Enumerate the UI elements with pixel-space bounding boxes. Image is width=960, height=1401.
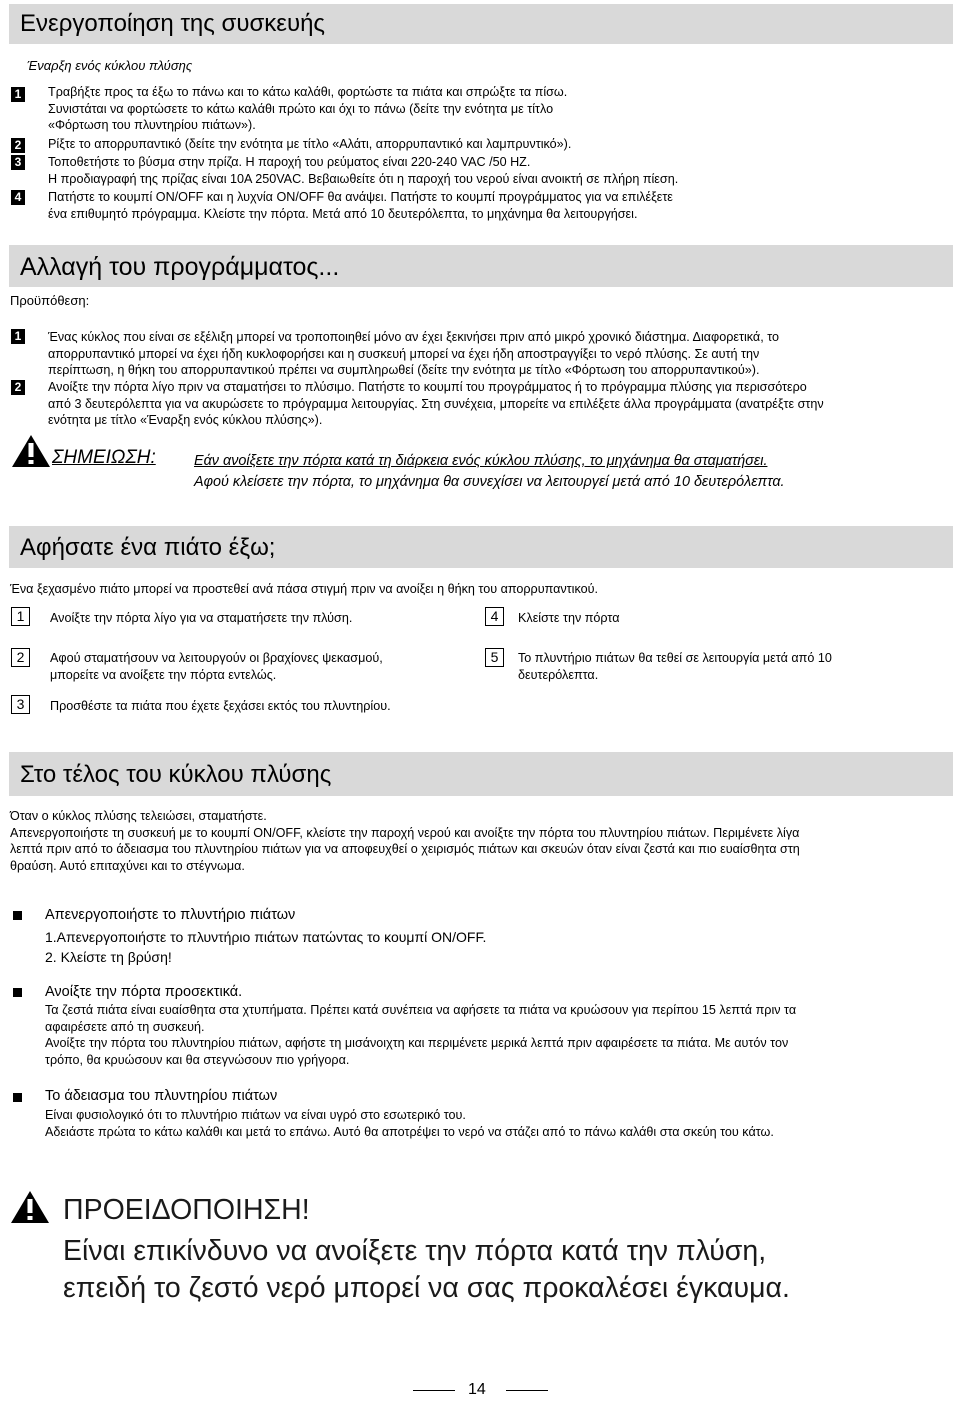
step-number: 3 — [11, 155, 25, 170]
prerequisite-label: Προϋπόθεση: — [10, 293, 90, 308]
section-title-forgot-dish: Αφήσατε ένα πιάτο έξω; — [20, 534, 276, 561]
square-bullet-icon — [13, 988, 22, 997]
step-text: Τοποθετήστε το βύσμα στην πρίζα. Η παροχή του ρεύματος είναι 220-240 VAC /50 HZ. Η προδιαγραφή της πρίζας είναι 10A 250VAC. Βεβαιωθείτε ότι η παροχή του νερού είναι ανοικτή σε πλήρη πίεση. — [48, 155, 679, 186]
step-text: Ανοίξτε την πόρτα λίγο πριν να σταματήσει το πλύσιμο. Πατήστε το κουμπί του προγράμματος ή το πρόγραμμα πλύσης για περισσότερο από 3 δευτερόλεπτα για να ακυρώσετε το πρόγραμμα λειτουργίας. Στη συνέχεια, μπορείτε να επιλέξετε άλλα προγράμματα (ανατρέξτε στην ενότητα με τίτλο «Έναρξη ενός κύκλου πλύσης»). — [48, 380, 824, 427]
section-intro: Ένα ξεχασμένο πιάτο μπορεί να προστεθεί ανά πάσα στιγμή πριν να ανοίξει η θήκη του απορρυπαντικού. — [10, 582, 598, 596]
warning-triangle-icon — [11, 434, 51, 468]
step-number: 2 — [11, 648, 30, 667]
warning-line-1: Είναι επικίνδυνο να ανοίξετε την πόρτα κατά την πλύση, — [63, 1235, 767, 1267]
footer-rule-right — [506, 1390, 548, 1391]
step-text: Κλείστε την πόρτα — [518, 611, 620, 625]
step-text: Ανοίξτε την πόρτα λίγο για να σταματήσετε την πλύση. — [50, 611, 353, 625]
step-text: Προσθέστε τα πιάτα που έχετε ξεχάσει εκτός του πλυντηρίου. — [50, 699, 391, 713]
square-bullet-icon — [13, 911, 22, 920]
step-text: Πατήστε το κουμπί ON/OFF και η λυχνία ON/OFF θα ανάψει. Πατήστε το κουμπί προγράμματος για να επιλέξετε ένα επιθυμητό πρόγραμμα. Κλείστε την πόρτα. Μετά από 10 δευτερόλεπτα, το μηχάνημα θα λειτουργήσει. — [48, 190, 673, 221]
step-number: 3 — [11, 695, 30, 714]
warning-triangle-icon — [10, 1190, 50, 1224]
step-number: 1 — [11, 607, 30, 626]
bullet-text: Τα ζεστά πιάτα είναι ευαίσθητα στα χτυπήματα. Πρέπει κατά συνέπεια να αφήσετε τα πιάτα να κρυώσουν για περίπου 15 λεπτά πριν τα αφαιρέσετε από τη συσκευή. Ανοίξτε την πόρτα του πλυντηρίου πιάτων, αφήστε τη μισάνοιχτη και περιμένετε μερικά λεπτά πριν αφαιρέσετε τα πιάτα. Με αυτόν τον τρόπο, θα κρυώσουν και θα στεγνώσουν πιο γρήγορα. — [45, 1003, 797, 1067]
step-text: Το πλυντήριο πιάτων θα τεθεί σε λειτουργία μετά από 10 δευτερόλεπτα. — [518, 651, 832, 682]
footer-rule-left — [413, 1390, 455, 1391]
section-title-power-on: Ενεργοποίηση της συσκευής — [20, 10, 325, 37]
step-number: 2 — [11, 138, 25, 153]
warning-title: ΠΡΟΕΙΔΟΠΟΙΗΣΗ! — [63, 1194, 310, 1226]
bullet-heading: Απενεργοποιήστε το πλυντήριο πιάτων — [45, 907, 296, 923]
note-line-1: Εάν ανοίξετε την πόρτα κατά τη διάρκεια ενός κύκλου πλύσης, το μηχάνημα θα σταματήσει. — [194, 453, 768, 469]
step-number: 5 — [485, 648, 504, 667]
step-text: Αφού σταματήσουν να λειτουργούν οι βραχίονες ψεκασμού, μπορείτε να ανοίξετε την πόρτα εντελώς. — [50, 651, 383, 682]
step-number: 4 — [11, 190, 25, 205]
section-title-change-program: Αλλαγή του προγράμματος... — [20, 253, 340, 281]
bullet-heading: Το άδειασμα του πλυντηρίου πιάτων — [45, 1088, 278, 1104]
section-title-end-of-cycle: Στο τέλος του κύκλου πλύσης — [20, 761, 332, 788]
bullet-heading: Ανοίξτε την πόρτα προσεκτικά. — [45, 984, 243, 1000]
bullet-text: Είναι φυσιολογικό ότι το πλυντήριο πιάτων να είναι υγρό στο εσωτερικό του. Αδειάστε πρώτα το κάτω καλάθι και μετά το επάνω. Αυτό θα αποτρέψει το νερό να στάζει από το πάνω καλάθι στα σκεύη του κάτω. — [45, 1108, 774, 1139]
step-number: 1 — [11, 329, 25, 344]
step-text: Ρίξτε το απορρυπαντικό (δείτε την ενότητα με τίτλο «Αλάτι, απορρυπαντικό και λαμπρυντικό»). — [48, 137, 572, 151]
section-subtitle: Έναρξη ενός κύκλου πλύσης — [27, 58, 193, 73]
warning-line-2: επειδή το ζεστό νερό μπορεί να σας προκαλέσει έγκαυμα. — [63, 1272, 790, 1304]
step-text: Τραβήξτε προς τα έξω το πάνω και το κάτω καλάθι, φορτώστε τα πιάτα και σπρώξτε τα πίσω. Συνιστάται να φορτώσετε το κάτω καλάθι πρώτο και όχι το πάνω (δείτε την ενότητα με τίτλο «Φόρτωση του πλυντηρίου πιάτων»). — [48, 85, 568, 132]
note-line-2: Αφού κλείσετε την πόρτα, το μηχάνημα θα συνεχίσει να λειτουργεί μετά από 10 δευτερόλεπτα. — [194, 474, 785, 490]
square-bullet-icon — [13, 1093, 22, 1102]
bullet-text: 1.Απενεργοποιήστε το πλυντήριο πιάτων πατώντας το κουμπί ON/OFF. 2. Κλείστε τη βρύση! — [45, 929, 487, 965]
step-number: 1 — [11, 87, 25, 102]
section-intro: Όταν ο κύκλος πλύσης τελειώσει, σταματήστε. Απενεργοποιήστε τη συσκευή με το κουμπί ON/OFF, κλείστε την παροχή νερού και ανοίξτε την πόρτα του πλυντηρίου πιάτων. Περιμένετε λίγα λεπτά πριν από το άδειασμα του πλυντηρίου πιάτων για να αποφευχθεί ο χειρισμός πιάτων και σκευών όταν είναι ζεστά και πιο ευαίσθητα στη θραύση. Αυτό επιταχύνει και το στέγνωμα. — [10, 809, 800, 873]
step-number: 4 — [485, 607, 504, 626]
step-number: 2 — [11, 380, 25, 395]
note-label: ΣΗΜΕΙΩΣΗ: — [52, 447, 156, 468]
step-text: Ένας κύκλος που είναι σε εξέλιξη μπορεί να τροποποιηθεί μόνο αν έχει ξεκινήσει πριν από μικρό χρονικό διάστημα. Διαφορετικά, το απορρυπαντικό μπορεί να έχει ήδη κυκλοφορήσει και η συσκευή μπορεί να έχει ήδη αποστραγγίξει το νερό πλύσης. Σε αυτή την περίπτωση, η θήκη του απορρυπαντικού πρέπει να συμπληρωθεί (δείτε την ενότητα με τίτλο «Φόρτωση του απορρυπαντικού»). — [48, 330, 779, 377]
page-number: 14 — [468, 1381, 486, 1398]
